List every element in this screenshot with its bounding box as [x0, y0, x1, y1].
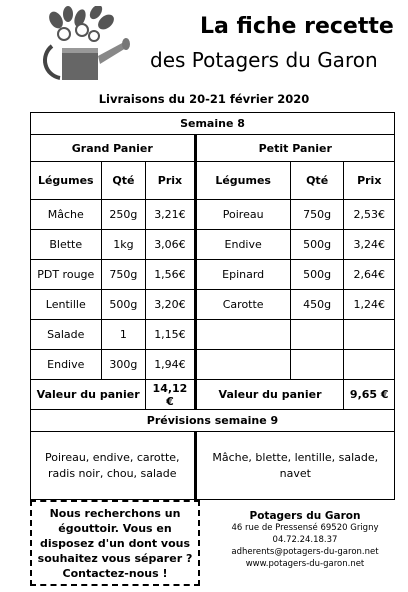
grand-prix: 3,21€ [146, 200, 195, 230]
grand-prix: 3,20€ [146, 290, 195, 320]
contact-block [205, 510, 405, 570]
table-row [31, 320, 395, 350]
petit-qte [290, 320, 344, 350]
valeur-grand: 14,12 € [146, 380, 195, 410]
previsions-grand: Poireau, endive, carotte, radis noir, chou, salade [31, 432, 196, 500]
petit-legume: Carotte [195, 290, 290, 320]
grand-qte: 300g [101, 350, 146, 380]
contact-email[interactable]: adherents@potagers-du-garon.net [231, 547, 379, 557]
grand-qte: 1kg [101, 230, 146, 260]
notice-text: Nous recherchons un égouttoir. Vous en disposez d'un dont vous souhaitez vous séparer ? Contactez-nous ! [37, 506, 193, 580]
table-row [31, 230, 395, 260]
petit-legume [195, 320, 290, 350]
valeur-label: Valeur du panier [31, 380, 146, 410]
grand-legume: Mâche [31, 200, 102, 230]
title-line-2: des Potagers du Garon [150, 48, 378, 72]
grand-prix: 3,06€ [146, 230, 195, 260]
col-legumes: Légumes [31, 162, 102, 200]
grand-prix: 1,94€ [146, 350, 195, 380]
col-prix: Prix [146, 162, 195, 200]
grand-prix: 1,56€ [146, 260, 195, 290]
notice-box [30, 500, 200, 586]
petit-legume: Epinard [195, 260, 290, 290]
grand-legume: Lentille [31, 290, 102, 320]
previsions-header: Prévisions semaine 9 [31, 410, 395, 432]
petit-prix: 1,24€ [344, 290, 395, 320]
grand-qte: 250g [101, 200, 146, 230]
previsions-petit: Mâche, blette, lentille, salade, navet [195, 432, 394, 500]
valeur-petit: 9,65 € [344, 380, 395, 410]
grand-qte: 1 [101, 320, 146, 350]
petit-qte: 500g [290, 230, 344, 260]
table-row [31, 200, 395, 230]
grand-prix: 1,15€ [146, 320, 195, 350]
grand-panier-header: Grand Panier [31, 135, 196, 162]
contact-name: Potagers du Garon [249, 510, 361, 522]
grand-legume: PDT rouge [31, 260, 102, 290]
petit-prix [344, 350, 395, 380]
col-qte: Qté [290, 162, 344, 200]
col-qte: Qté [101, 162, 146, 200]
table-row [31, 290, 395, 320]
petit-legume [195, 350, 290, 380]
petit-panier-header: Petit Panier [195, 135, 394, 162]
grand-legume: Salade [31, 320, 102, 350]
valeur-label: Valeur du panier [195, 380, 344, 410]
title-line-1: La fiche recette [200, 14, 394, 39]
delivery-date: Livraisons du 20-21 février 2020 [98, 92, 310, 106]
contact-phone: 04.72.24.18.37 [272, 535, 338, 545]
grand-legume: Endive [31, 350, 102, 380]
week-header: Semaine 8 [31, 113, 395, 135]
recipe-table [30, 112, 395, 500]
petit-prix: 3,24€ [344, 230, 395, 260]
contact-website[interactable]: www.potagers-du-garon.net [245, 559, 365, 569]
petit-prix: 2,64€ [344, 260, 395, 290]
petit-legume: Endive [195, 230, 290, 260]
table-row [31, 350, 395, 380]
col-prix: Prix [344, 162, 395, 200]
contact-address: 46 rue de Pressensé 69520 Grigny [231, 523, 379, 533]
petit-qte: 750g [290, 200, 344, 230]
grand-legume: Blette [31, 230, 102, 260]
petit-qte [290, 350, 344, 380]
grand-qte: 750g [101, 260, 146, 290]
petit-qte: 500g [290, 260, 344, 290]
col-legumes: Légumes [195, 162, 290, 200]
grand-qte: 500g [101, 290, 146, 320]
petit-qte: 450g [290, 290, 344, 320]
petit-prix: 2,53€ [344, 200, 395, 230]
watering-can-logo [38, 6, 134, 86]
petit-legume: Poireau [195, 200, 290, 230]
petit-prix [344, 320, 395, 350]
table-row [31, 260, 395, 290]
